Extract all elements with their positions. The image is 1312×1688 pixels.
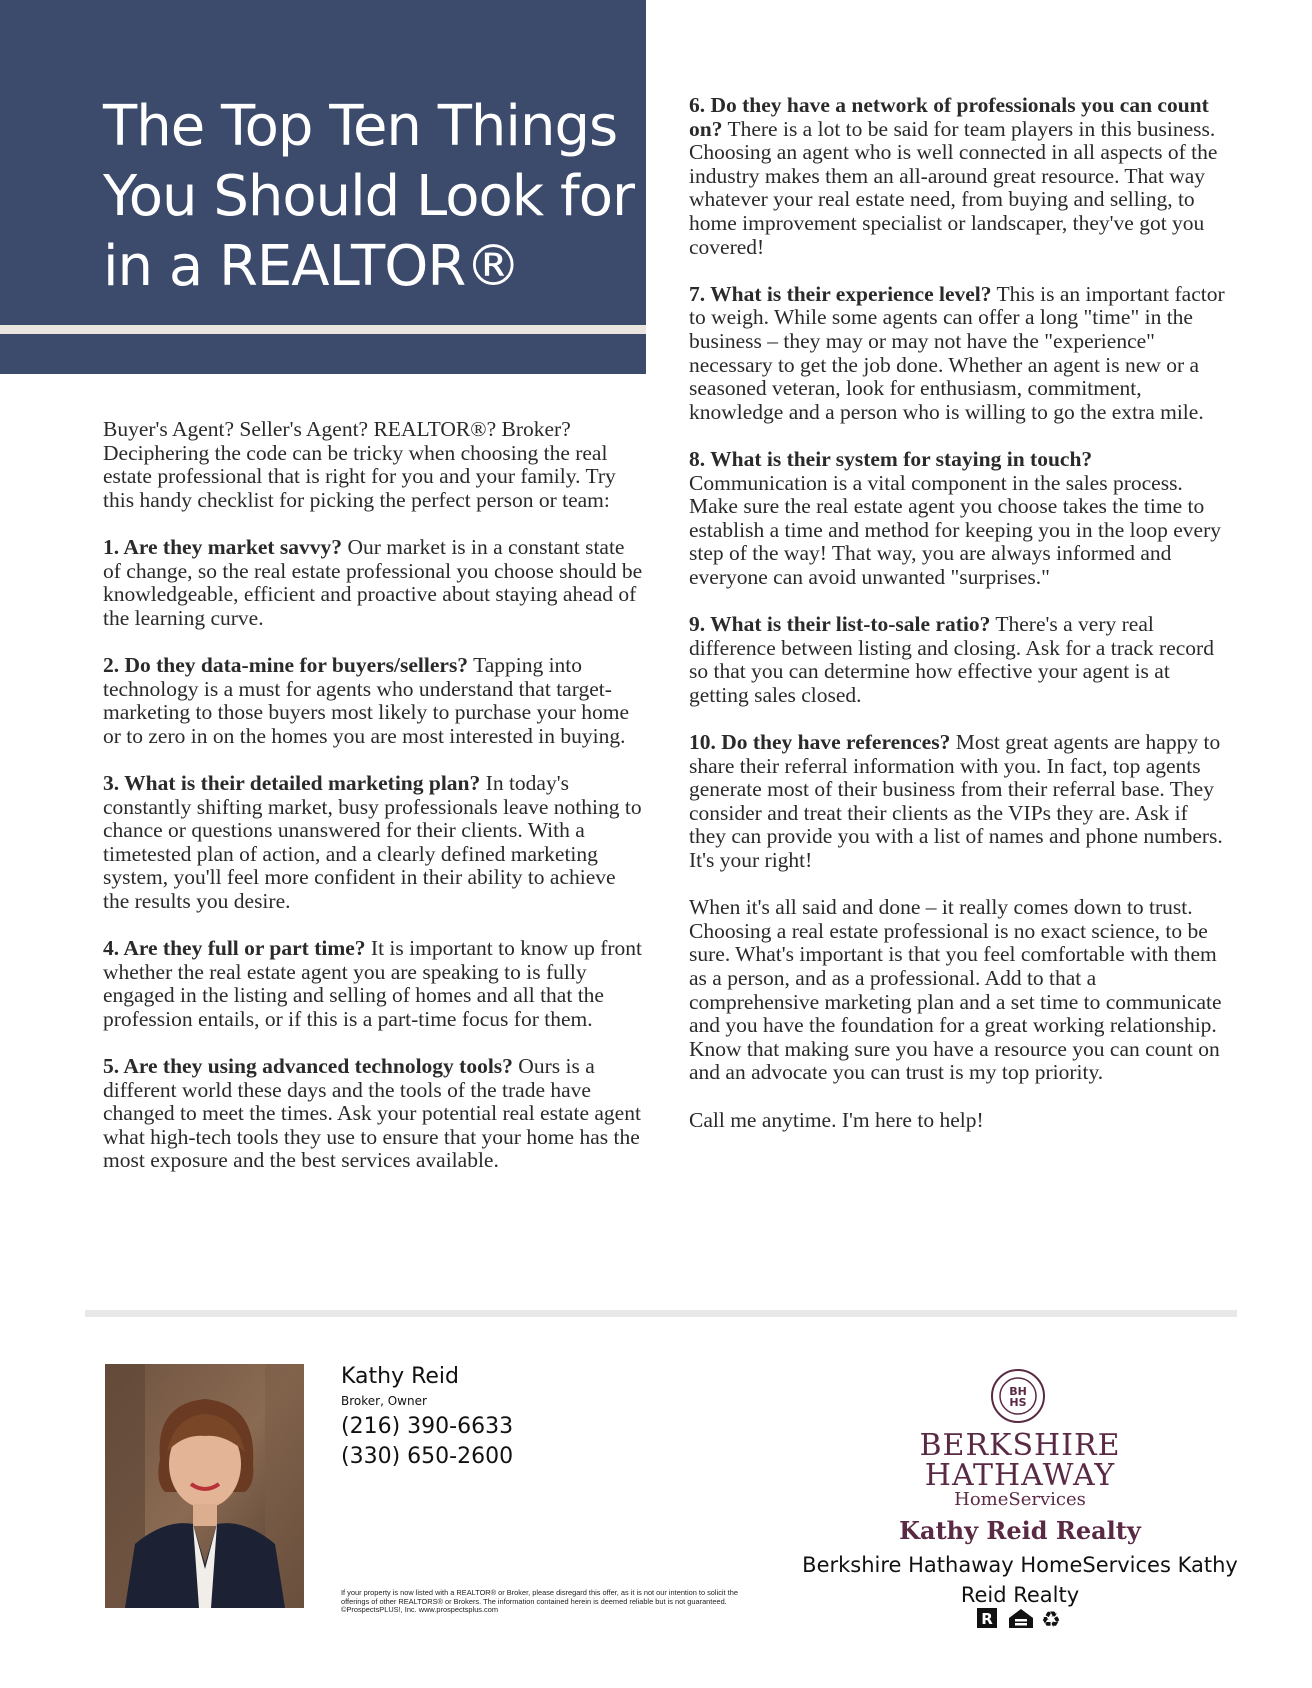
item-text: There's a very real difference between listing and closing. Ask for a track record so that you can determine how effective your agent is at getting sales closed. — [689, 612, 1214, 707]
item-text: It is important to know up front whether the real estate agent you are speaking to is fully engaged in the listing and selling of homes and all that the profession entails, or if this is a part-time focus for them. — [103, 936, 643, 1031]
agent-phone-secondary[interactable]: (330) 650-2600 — [341, 1444, 514, 1469]
svg-text:♻: ♻ — [1041, 1608, 1061, 1632]
item-heading: 4. Are they full or part time? — [103, 936, 366, 961]
closing-paragraph: When it's all said and done – it really comes down to trust. Choosing a real estate professional is no exact science, to be sure. What's important is that you feel comfortable with them as a person, and as a professional. Add to that a comprehensive marketing plan and a set time to communicate and you have the foundation for a great working relationship. Know that making sure you have a resource you can count on and an advocate you can trust is my top priority. — [689, 895, 1222, 1085]
realtor-icon — [977, 1608, 997, 1628]
item-heading: 9. What is their list-to-sale ratio? — [689, 612, 991, 637]
intro-paragraph: Buyer's Agent? Seller's Agent? REALTOR®? Broker? Deciphering the code can be tricky when choosing the real estate professional that is right for you and your family. Try this handy checklist for picking the perfect person or team: — [103, 417, 616, 512]
agent-photo — [105, 1364, 304, 1608]
item-heading: 8. What is their system for staying in touch? — [689, 446, 1093, 471]
signoff: Call me anytime. I'm here to help! — [689, 1107, 984, 1132]
right-column — [689, 94, 1229, 1156]
compliance-logos — [975, 1606, 1065, 1632]
item-heading: 10. Do they have references? — [689, 730, 951, 755]
svg-text:HS: HS — [1009, 1396, 1027, 1409]
checklist-item-1 — [103, 536, 643, 630]
item-text: Most great agents are happy to share their referral information with you. In fact, top agents generate most of their business from their referral base. They consider and treat their clients as the VIPs they are. Ask if they can provide you with a list of names and phone numbers. It's your right! — [689, 730, 1223, 872]
svg-text:BH: BH — [1009, 1385, 1027, 1398]
item-heading: 3. What is their detailed marketing plan? — [103, 770, 481, 795]
checklist-item-10 — [689, 731, 1229, 873]
checklist-item-6 — [689, 94, 1229, 259]
checklist-item-7 — [689, 283, 1229, 425]
page-title: The Top Ten Things You Should Look for in a REALTOR® — [103, 94, 634, 299]
brand-line-berkshire: BERKSHIRE — [919, 1428, 1121, 1463]
agent-phone-primary[interactable]: (216) 390-6633 — [341, 1414, 514, 1439]
checklist-item-3 — [103, 772, 643, 914]
equal-housing-icon — [1009, 1609, 1033, 1628]
agent-name: Kathy Reid — [341, 1364, 460, 1389]
recycle-icon — [1041, 1608, 1061, 1632]
header-stripe — [0, 325, 646, 334]
item-text: Communication is a vital component in the sales process. Make sure the real estate agent you choose takes the time to establish a time and method for keeping you in the loop every step of the way! That way, you are always informed and everyone can avoid unwanted "surprises." — [689, 470, 1221, 589]
brand-line-office: Kathy Reid Realty — [899, 1516, 1141, 1545]
item-text: This is an important factor to weigh. While some agents can offer a long "time" in the business – they may or may not have the "experience" necessary to get the job done. Whether an agent is new or a seasoned veteran, look for enthusiasm, commitment, knowledge and a person who is willing to go the extra mile. — [689, 281, 1225, 424]
checklist-item-2 — [103, 654, 643, 748]
checklist-item-8 — [689, 448, 1229, 590]
item-heading: 7. What is their experience level? — [689, 281, 992, 306]
item-text: There is a lot to be said for team players in this business. Choosing an agent who is well connected in all aspects of the industry makes them an all-around great resource. That way whatever your real estate need, from buying and selling, to home improvement specialist or landscaper, they've got you covered! — [689, 116, 1218, 259]
item-heading: 6. Do they have a network of professionals you can count on? — [689, 93, 1209, 141]
bhhs-seal-logo — [990, 1368, 1046, 1424]
left-column — [103, 418, 643, 1197]
footer-divider — [85, 1310, 1237, 1317]
item-heading: 5. Are they using advanced technology tools? — [103, 1054, 513, 1079]
item-heading: 1. Are they market savvy? — [103, 534, 343, 559]
item-text: In today's constantly shifting market, busy professionals leave nothing to chance or questions unanswered for their clients. With a timetested plan of action, and a clearly defined marketing system, you'll feel more confident in their ability to achieve the results you desire. — [103, 770, 642, 913]
item-text: Our market is in a constant state of change, so the real estate professional you choose should be knowledgeable, efficient and proactive about staying ahead of the learning curve. — [103, 534, 643, 630]
item-text: Tapping into technology is a must for agents who understand that target-marketing to those buyers most likely to purchase your home or to zero in on the homes you are most interested in buying. — [103, 652, 630, 748]
checklist-item-9 — [689, 613, 1229, 707]
agent-title: Broker, Owner — [341, 1394, 427, 1408]
brand-line-homeservices: HomeServices — [954, 1489, 1086, 1510]
checklist-item-4 — [103, 937, 643, 1031]
svg-text:R: R — [981, 1610, 993, 1628]
brand-line-hathaway: HATHAWAY — [924, 1458, 1116, 1493]
item-heading: 2. Do they data-mine for buyers/sellers? — [103, 652, 469, 677]
disclaimer: If your property is now listed with a REALTOR® or Broker, please disregard this offer, as it is not our intention to solicit the offerings of other REALTORS® or Brokers. The information contained herein is deemed reliable but is not guaranteed. ©ProspectsPLUS!, Inc. www.prospectsplus.com — [341, 1588, 738, 1615]
item-text: Ours is a different world these days and the tools of the trade have changed to meet the times. Ask your potential real estate agent what high-tech tools they use to ensure that your home has the most exposure and the best services available. — [103, 1054, 641, 1173]
checklist-item-5 — [103, 1055, 643, 1173]
office-name: Berkshire Hathaway HomeServices Kathy Reid Realty — [802, 1553, 1238, 1607]
